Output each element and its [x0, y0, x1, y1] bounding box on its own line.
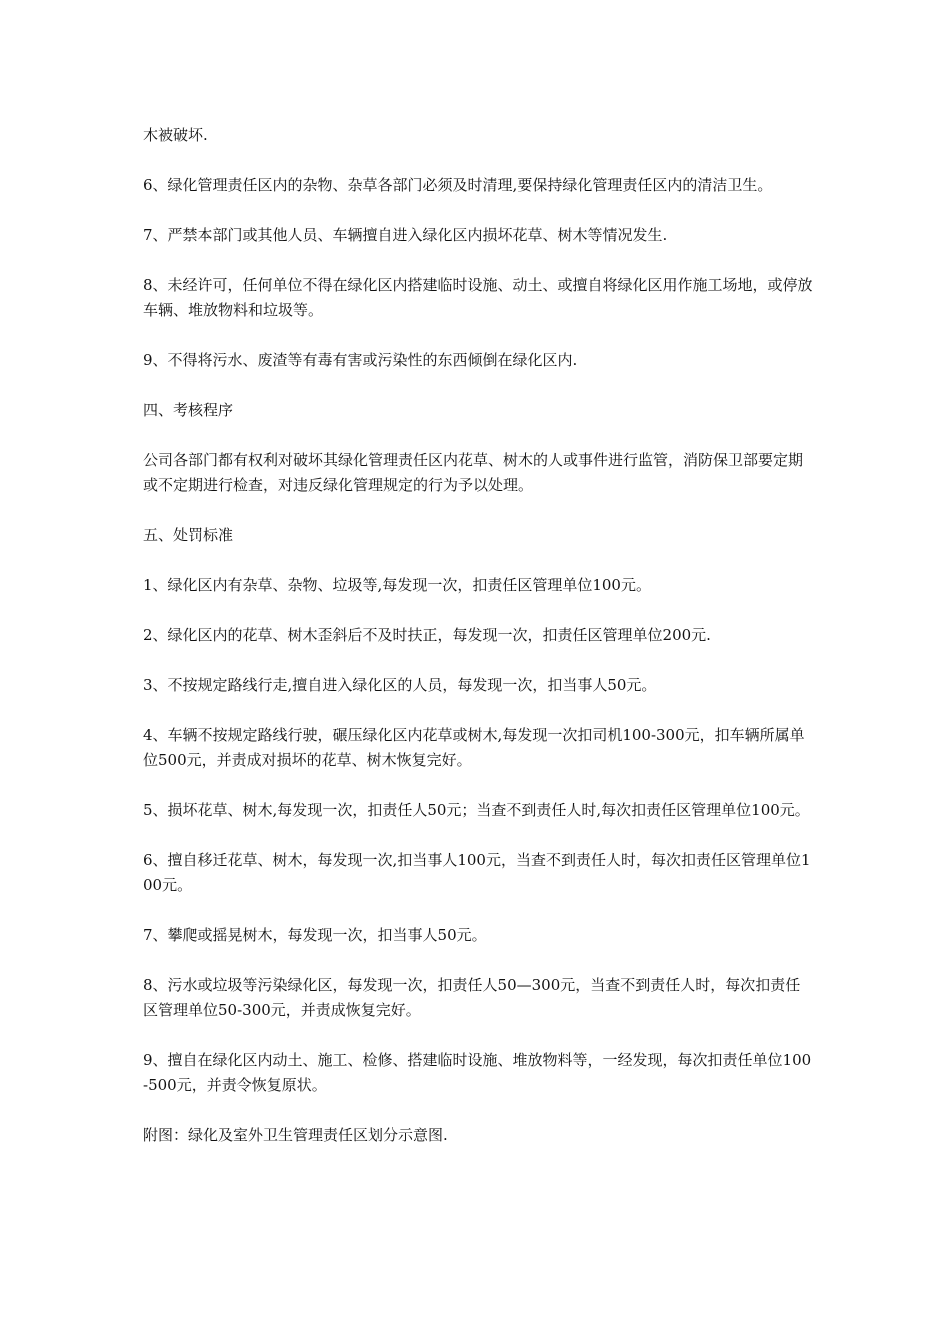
penalty-item-5: 5、损坏花草、树木,每发现一次，扣责任人50元；当查不到责任人时,每次扣责任区管理单位100元。: [143, 801, 810, 819]
rule-item-9: 9、不得将污水、废渣等有毒有害或污染性的东西倾倒在绿化区内.: [143, 351, 578, 369]
document-body: [143, 123, 813, 1173]
rule-item-6: 6、绿化管理责任区内的杂物、杂草各部门必须及时清理,要保持绿化管理责任区内的清洁卫生。: [143, 176, 773, 194]
section-heading-assessment: 四、考核程序: [143, 401, 234, 419]
penalty-item-7: 7、攀爬或摇晃树木，每发现一次，扣当事人50元。: [143, 926, 487, 944]
assessment-text: 公司各部门都有权利对破坏其绿化管理责任区内花草、树木的人或事件进行监管，消防保卫部要定期或不定期进行检查，对违反绿化管理规定的行为予以处理。: [143, 451, 804, 494]
paragraph-continuation: 木被破坏.: [143, 126, 208, 144]
attachment-note: 附图：绿化及室外卫生管理责任区划分示意图.: [143, 1126, 448, 1144]
penalty-item-4: 4、车辆不按规定路线行驶，碾压绿化区内花草或树木,每发现一次扣司机100-300元，扣车辆所属单位500元，并责成对损坏的花草、树木恢复完好。: [143, 726, 805, 769]
penalty-item-3: 3、不按规定路线行走,擅自进入绿化区的人员，每发现一次，扣当事人50元。: [143, 676, 657, 694]
rule-item-8: 8、未经许可，任何单位不得在绿化区内搭建临时设施、动土、或擅自将绿化区用作施工场地，或停放车辆、堆放物料和垃圾等。: [143, 276, 813, 319]
section-heading-penalties: 五、处罚标准: [143, 526, 234, 544]
rule-item-7: 7、严禁本部门或其他人员、车辆擅自进入绿化区内损坏花草、树木等情况发生.: [143, 226, 668, 244]
penalty-item-9: 9、擅自在绿化区内动土、施工、检修、搭建临时设施、堆放物料等，一经发现，每次扣责任单位100-500元，并责令恢复原状。: [143, 1051, 812, 1094]
penalty-item-1: 1、绿化区内有杂草、杂物、垃圾等,每发现一次，扣责任区管理单位100元。: [143, 576, 651, 594]
penalty-item-6: 6、擅自移迁花草、树木，每发现一次,扣当事人100元，当查不到责任人时，每次扣责任区管理单位100元。: [143, 851, 811, 894]
penalty-item-8: 8、污水或垃圾等污染绿化区，每发现一次，扣责任人50—300元，当查不到责任人时，每次扣责任区管理单位50-300元，并责成恢复完好。: [143, 976, 801, 1019]
penalty-item-2: 2、绿化区内的花草、树木歪斜后不及时扶正，每发现一次，扣责任区管理单位200元.: [143, 626, 711, 644]
